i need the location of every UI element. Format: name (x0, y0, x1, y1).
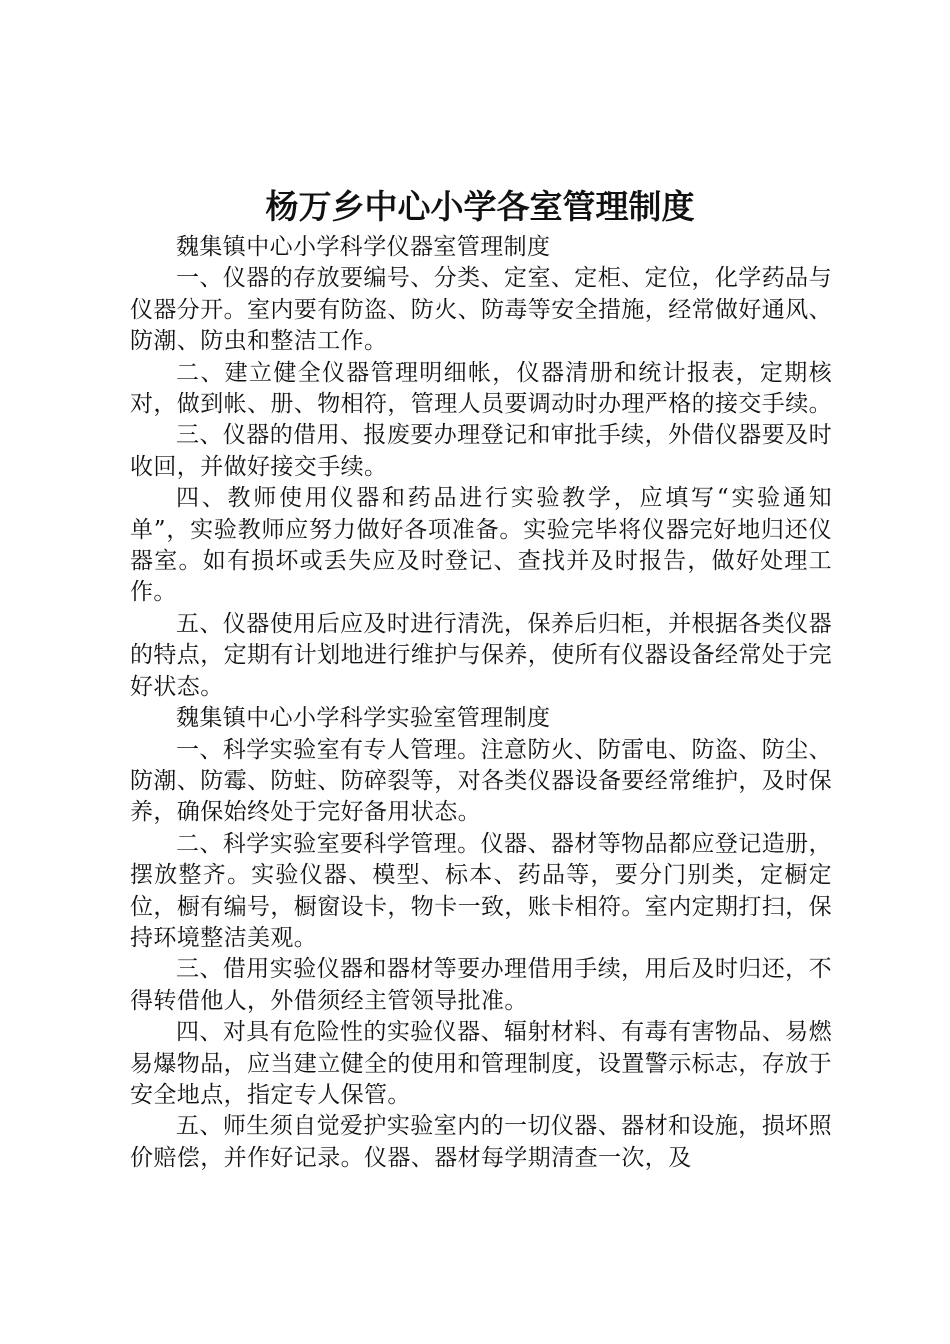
paragraph: 四、对具有危险性的实验仪器、辐射材料、有毒有害物品、易燃易爆物品，应当建立健全的使用和管理制度，设置警示标志，存放于安全地点，指定专人保管。 (130, 1019, 832, 1108)
paragraph: 五、仪器使用后应及时进行清洗，保养后归柜，并根据各类仪器的特点，定期有计划地进行维护与保养，使所有仪器设备经常处于完好状态。 (130, 610, 832, 700)
paragraph: 五、师生须自觉爱护实验室内的一切仪器、器材和设施，损坏照价赔偿，并作好记录。仪器、器材每学期清查一次，及 (130, 1113, 832, 1171)
document-title: 杨万乡中心小学各室管理制度 (265, 187, 695, 226)
paragraph: 二、科学实验室要科学管理。仪器、器材等物品都应登记造册，摆放整齐。实验仪器、模型、标本、药品等，要分门别类，定橱定位，橱有编号，橱窗设卡，物卡一致，账卡相符。室内定期打扫，保持环境整洁美观。 (130, 830, 832, 951)
paragraph: 三、仪器的借用、报废要办理登记和审批手续，外借仪器要及时收回，并做好接交手续。 (130, 422, 832, 480)
paragraph: 三、借用实验仪器和器材等要办理借用手续，用后及时归还，不得转借他人，外借须经主管领导批准。 (130, 956, 832, 1014)
section-heading-instrument-room: 魏集镇中心小学科学仪器室管理制度 (176, 234, 551, 260)
paragraph: 一、仪器的存放要编号、分类、定室、定柜、定位，化学药品与仪器分开。室内要有防盗、防火、防毒等安全措施，经常做好通风、防潮、防虫和整洁工作。 (130, 265, 832, 355)
paragraph: 二、建立健全仪器管理明细帐，仪器清册和统计报表，定期核对，做到帐、册、物相符，管理人员要调动时办理严格的接交手续。 (130, 359, 832, 418)
paragraph: 一、科学实验室有专人管理。注意防火、防雷电、防盗、防尘、防潮、防霉、防蛀、防碎裂等，对各类仪器设备要经常维护，及时保养，确保始终处于完好备用状态。 (130, 736, 832, 826)
document-body (130, 232, 832, 1174)
section-heading-laboratory: 魏集镇中心小学科学实验室管理制度 (176, 705, 551, 732)
paragraph: 四、教师使用仪器和药品进行实验教学，应填写“实验通知单”，实验教师应努力做好各项准备。实验完毕将仪器完好地归还仪器室。如有损坏或丢失应及时登记、查找并及时报告，做好处理工作。 (130, 485, 832, 606)
